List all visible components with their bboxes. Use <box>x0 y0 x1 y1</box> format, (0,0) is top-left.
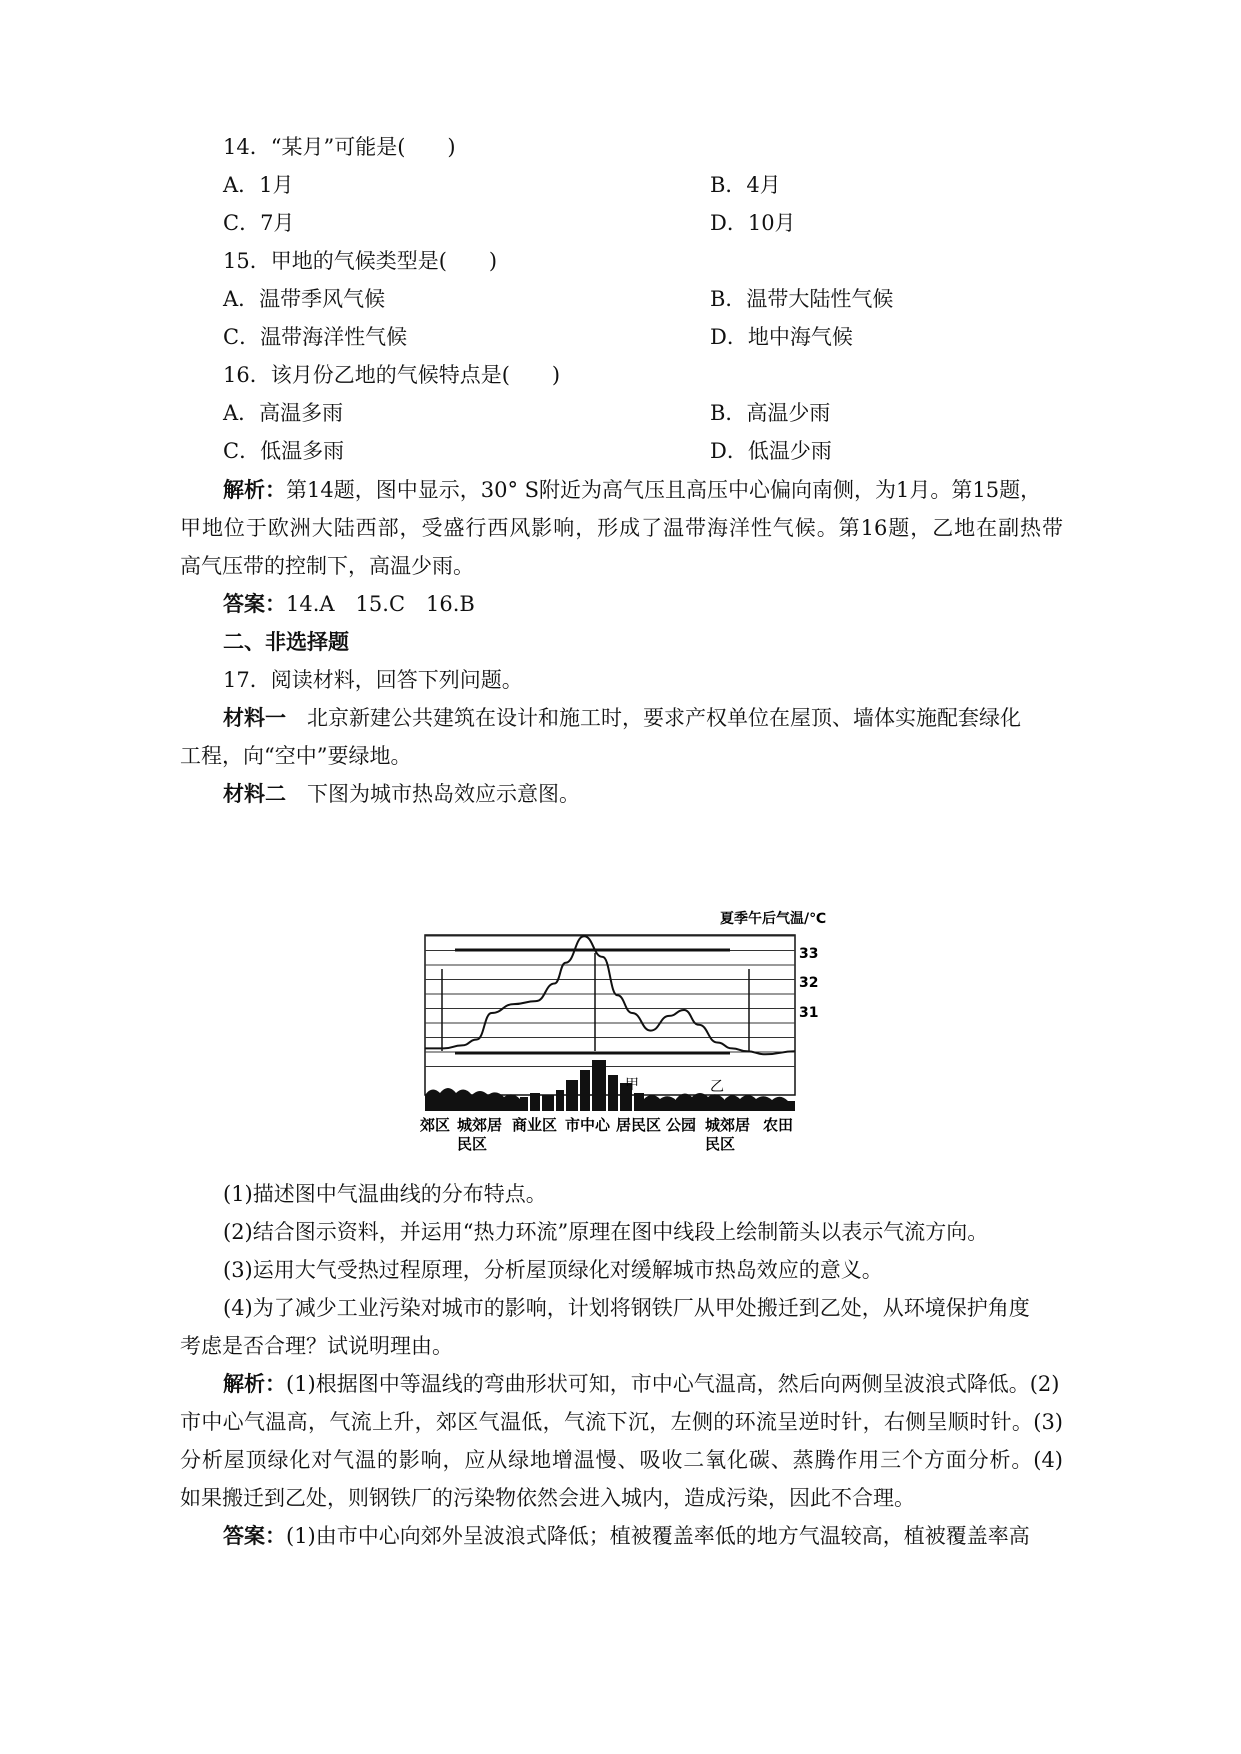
q17-material1-line1 <box>223 704 1021 732</box>
answer2-label: 答案： <box>223 1523 286 1548</box>
q17-stem: 17．阅读材料，回答下列问题。 <box>223 668 523 692</box>
material2-label: 材料二 <box>223 781 286 806</box>
answer2-text: (1)由市中心向郊外呈波浪式降低；植被覆盖率低的地方气温较高，植被覆盖率高 <box>286 1524 1030 1548</box>
chart-title: 夏季午后气温/℃ <box>720 911 827 927</box>
section-heading: 二、非选择题 <box>223 629 349 654</box>
city-skyline <box>425 1060 795 1111</box>
zone-suburban-residential-right-2: 民区 <box>705 1135 736 1153</box>
heat-island-figure <box>420 905 850 1170</box>
q17-sub3: (3)运用大气受热过程原理，分析屋顶绿化对缓解城市热岛效应的意义。 <box>223 1258 883 1282</box>
q17-sub2: (2)结合图示资料，并运用“热力环流”原理在图中线段上绘制箭头以表示气流方向。 <box>223 1220 989 1244</box>
analysis2-line4: 如果搬迁到乙处，则钢铁厂的污染物依然会进入城内，造成污染，因此不合理。 <box>180 1486 915 1510</box>
analysis1-text1: 第14题，图中显示，30° S附近为高气压且高压中心偏向南侧，为1月。第15题， <box>286 478 1042 502</box>
building <box>580 1070 590 1111</box>
zone-farmland: 农田 <box>763 1116 794 1134</box>
zone-suburban-residential-left-2: 民区 <box>457 1135 488 1153</box>
park-trees <box>676 1093 724 1111</box>
material1-text: 北京新建公共建筑在设计和施工时，要求产权单位在屋顶、墙体实施配套绿化 <box>286 706 1021 730</box>
q14-stem: 14．“某月”可能是( ) <box>223 135 456 159</box>
building <box>566 1080 578 1111</box>
q15-option-c: C．温带海洋性气候 <box>223 325 408 349</box>
zone-suburban-residential-left: 城郊居 <box>457 1116 503 1134</box>
q14-option-a: A．1月 <box>223 173 294 197</box>
trees-right <box>724 1095 795 1111</box>
building <box>592 1060 606 1111</box>
q17-material2 <box>223 780 580 808</box>
q17-sub1: (1)描述图中气温曲线的分布特点。 <box>223 1182 547 1206</box>
heat-island-chart <box>420 905 850 1170</box>
zone-suburb: 郊区 <box>420 1116 451 1134</box>
analysis1-line3: 高气压带的控制下，高温少雨。 <box>180 554 474 578</box>
q17-material1-line2: 工程，向“空中”要绿地。 <box>180 744 412 768</box>
analysis2-label: 解析： <box>223 1371 286 1396</box>
material1-label: 材料一 <box>223 705 286 730</box>
zone-suburban-residential-right: 城郊居 <box>705 1116 751 1134</box>
answer1-text: 14.A 15.C 16.B <box>286 592 475 616</box>
zone-park: 公园 <box>666 1116 697 1134</box>
answer1-label: 答案： <box>223 591 286 616</box>
q17-sub4-line1: (4)为了减少工业污染对城市的影响，计划将钢铁厂从甲处搬迁到乙处，从环境保护角度 <box>223 1296 1030 1320</box>
q14-option-b: B．4月 <box>710 173 781 197</box>
answer1-line <box>223 590 475 618</box>
building <box>608 1075 618 1111</box>
chart-frame <box>425 935 795 1095</box>
place-yi: 乙 <box>710 1079 724 1095</box>
zone-commercial: 商业区 <box>512 1116 558 1134</box>
chart-grid <box>425 936 795 1067</box>
q14-option-c: C．7月 <box>223 211 295 235</box>
q16-option-d: D．低温少雨 <box>710 439 832 463</box>
y-tick-33: 33 <box>799 946 819 962</box>
building <box>530 1093 540 1111</box>
analysis1-line2: 甲地位于欧洲大陆西部，受盛行西风影响，形成了温带海洋性气候。第16题，乙地在副热带 <box>180 516 1063 540</box>
place-jia: 甲 <box>625 1077 639 1093</box>
y-tick-31: 31 <box>799 1005 819 1021</box>
q14-option-d: D．10月 <box>710 211 796 235</box>
zone-city-center: 市中心 <box>565 1116 611 1134</box>
building <box>520 1097 528 1111</box>
q15-option-d: D．地中海气候 <box>710 325 853 349</box>
q16-option-c: C．低温多雨 <box>223 439 345 463</box>
analysis2-text1: (1)根据图中等温线的弯曲形状可知，市中心气温高，然后向两侧呈波浪式降低。(2) <box>286 1372 1060 1396</box>
analysis1-line1 <box>223 476 1063 504</box>
y-tick-32: 32 <box>799 975 819 991</box>
material2-text: 下图为城市热岛效应示意图。 <box>286 782 580 806</box>
zone-residential: 居民区 <box>616 1116 662 1134</box>
building <box>634 1093 644 1111</box>
analysis1-label: 解析： <box>223 477 286 502</box>
trees-left <box>425 1088 520 1111</box>
building <box>542 1095 554 1111</box>
q17-sub4-line2: 考虑是否合理？试说明理由。 <box>180 1334 453 1358</box>
building <box>556 1090 564 1111</box>
q15-stem: 15．甲地的气候类型是( ) <box>223 249 498 273</box>
temperature-curve <box>425 936 795 1054</box>
analysis2-line2: 市中心气温高，气流上升，郊区气温低，气流下沉，左侧的环流呈逆时针，右侧呈顺时针。(3) <box>180 1410 1063 1434</box>
houses <box>644 1095 676 1111</box>
answer2-line <box>223 1522 1063 1550</box>
analysis2-line3: 分析屋顶绿化对气温的影响，应从绿地增温慢、吸收二氧化碳、蒸腾作用三个方面分析。(4) <box>180 1448 1063 1472</box>
q16-option-b: B．高温少雨 <box>710 401 831 425</box>
q15-option-a: A．温带季风气候 <box>223 287 386 311</box>
q15-option-b: B．温带大陆性气候 <box>710 287 894 311</box>
analysis2-line1 <box>223 1370 1063 1398</box>
q16-stem: 16．该月份乙地的气候特点是( ) <box>223 363 561 387</box>
q16-option-a: A．高温多雨 <box>223 401 344 425</box>
